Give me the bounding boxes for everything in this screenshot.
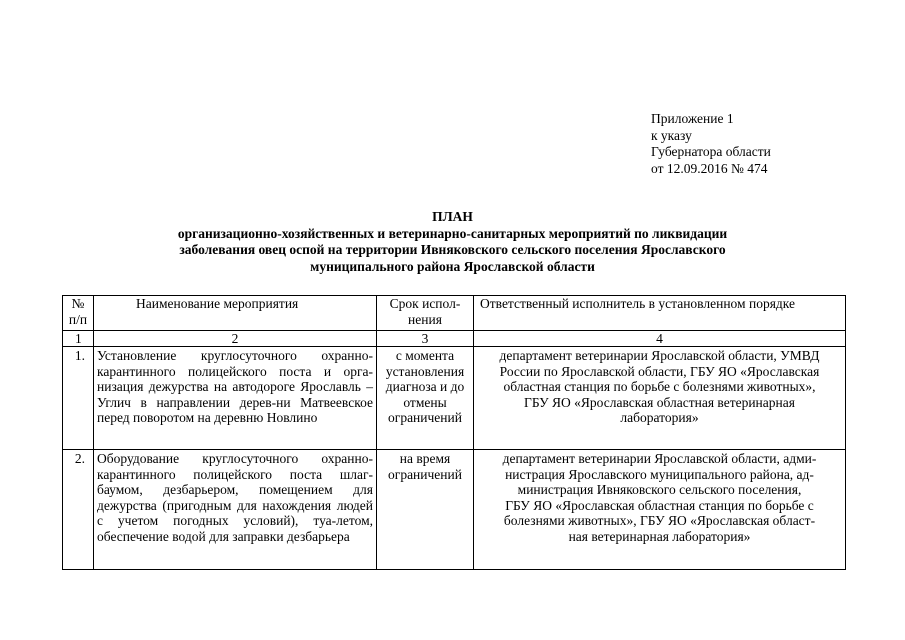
executor-line: министрация Ивняковского сельского поселения,: [517, 482, 802, 498]
document-title: [100, 209, 805, 275]
measure-executor: [474, 450, 846, 570]
plan-table: [62, 295, 846, 570]
measure-term: [377, 450, 474, 570]
table-header-row: [63, 296, 846, 331]
table-row: [63, 347, 846, 450]
header-term-line: Срок испол-: [389, 296, 461, 311]
header-number-line: №: [71, 296, 85, 311]
executor-line: ная ветеринарная лаборатория»: [568, 528, 751, 544]
measure-name: Оборудование круглосуточного охранно-карантинного полицейского поста шлаг-баумом, дезбарьером, помещением для дежурства (пригодным для нахождения людей с учетом погодных условий), туа-летом, обеспечение водой для заправки дезбарьера: [94, 450, 377, 570]
header-executor: Ответственный исполнитель в установленном порядке: [474, 296, 846, 331]
executor-line: департамент ветеринарии Ярославской области, адми-: [502, 451, 817, 466]
executor-line: России по Ярославской области, ГБУ ЯО «Ярославская: [499, 363, 820, 379]
term-line: ограничений: [388, 466, 462, 482]
table-row: [63, 450, 846, 570]
column-number: 3: [377, 331, 474, 347]
header-term-line: нения: [408, 311, 442, 327]
header-number-line: п/п: [68, 311, 88, 327]
appendix-line: Губернатора области: [651, 144, 771, 159]
measure-name: Установление круглосуточного охранно-карантинного полицейского поста и орга-низация дежурства на автодороге Ярославль – Углич в направлении дерев-ни Матвеевское перед поворотом на деревню Новлино: [94, 347, 377, 450]
column-number: 4: [474, 331, 846, 347]
executor-line: болезнями животных», ГБУ ЯО «Ярославская област-: [503, 513, 816, 529]
header-name: Наименование мероприятия: [94, 296, 377, 331]
appendix-line: к указу: [651, 127, 692, 143]
header-number: [63, 296, 94, 331]
executor-line: лаборатория»: [620, 410, 699, 426]
term-line: ограничений: [388, 410, 462, 426]
row-number: 2.: [63, 450, 94, 570]
term-line: на время: [399, 451, 451, 466]
executor-line: областная станция по борьбе с болезнями животных»,: [503, 379, 816, 395]
column-number: 2: [94, 331, 377, 347]
measure-term: [377, 347, 474, 450]
header-term: [377, 296, 474, 331]
title-line: организационно-хозяйственных и ветеринарно-санитарных мероприятий по ликвидации: [177, 225, 728, 241]
title-line: муниципального района Ярославской области: [310, 258, 595, 274]
appendix-line: от 12.09.2016 № 474: [651, 160, 768, 176]
title-line: заболевания овец оспой на территории Ивняковского сельского поселения Ярославского: [179, 242, 726, 257]
term-line: отмены: [403, 394, 447, 410]
term-line: диагноза и до: [385, 379, 465, 395]
executor-line: ГБУ ЯО «Ярославская областная станция по борьбе с: [505, 497, 814, 513]
column-number: 1: [63, 331, 94, 347]
term-line: установления: [385, 363, 465, 379]
row-number: 1.: [63, 347, 94, 450]
appendix-note: [651, 111, 771, 177]
executor-line: департамент ветеринарии Ярославской области, УМВД: [499, 348, 820, 363]
title-heading: ПЛАН: [432, 209, 473, 224]
appendix-line: Приложение 1: [651, 111, 734, 126]
column-number-row: [63, 331, 846, 347]
term-line: с момента: [395, 348, 455, 363]
measure-executor: [474, 347, 846, 450]
executor-line: ГБУ ЯО «Ярославская областная ветеринарная: [524, 394, 795, 410]
executor-line: нистрация Ярославского муниципального района, ад-: [505, 466, 814, 482]
